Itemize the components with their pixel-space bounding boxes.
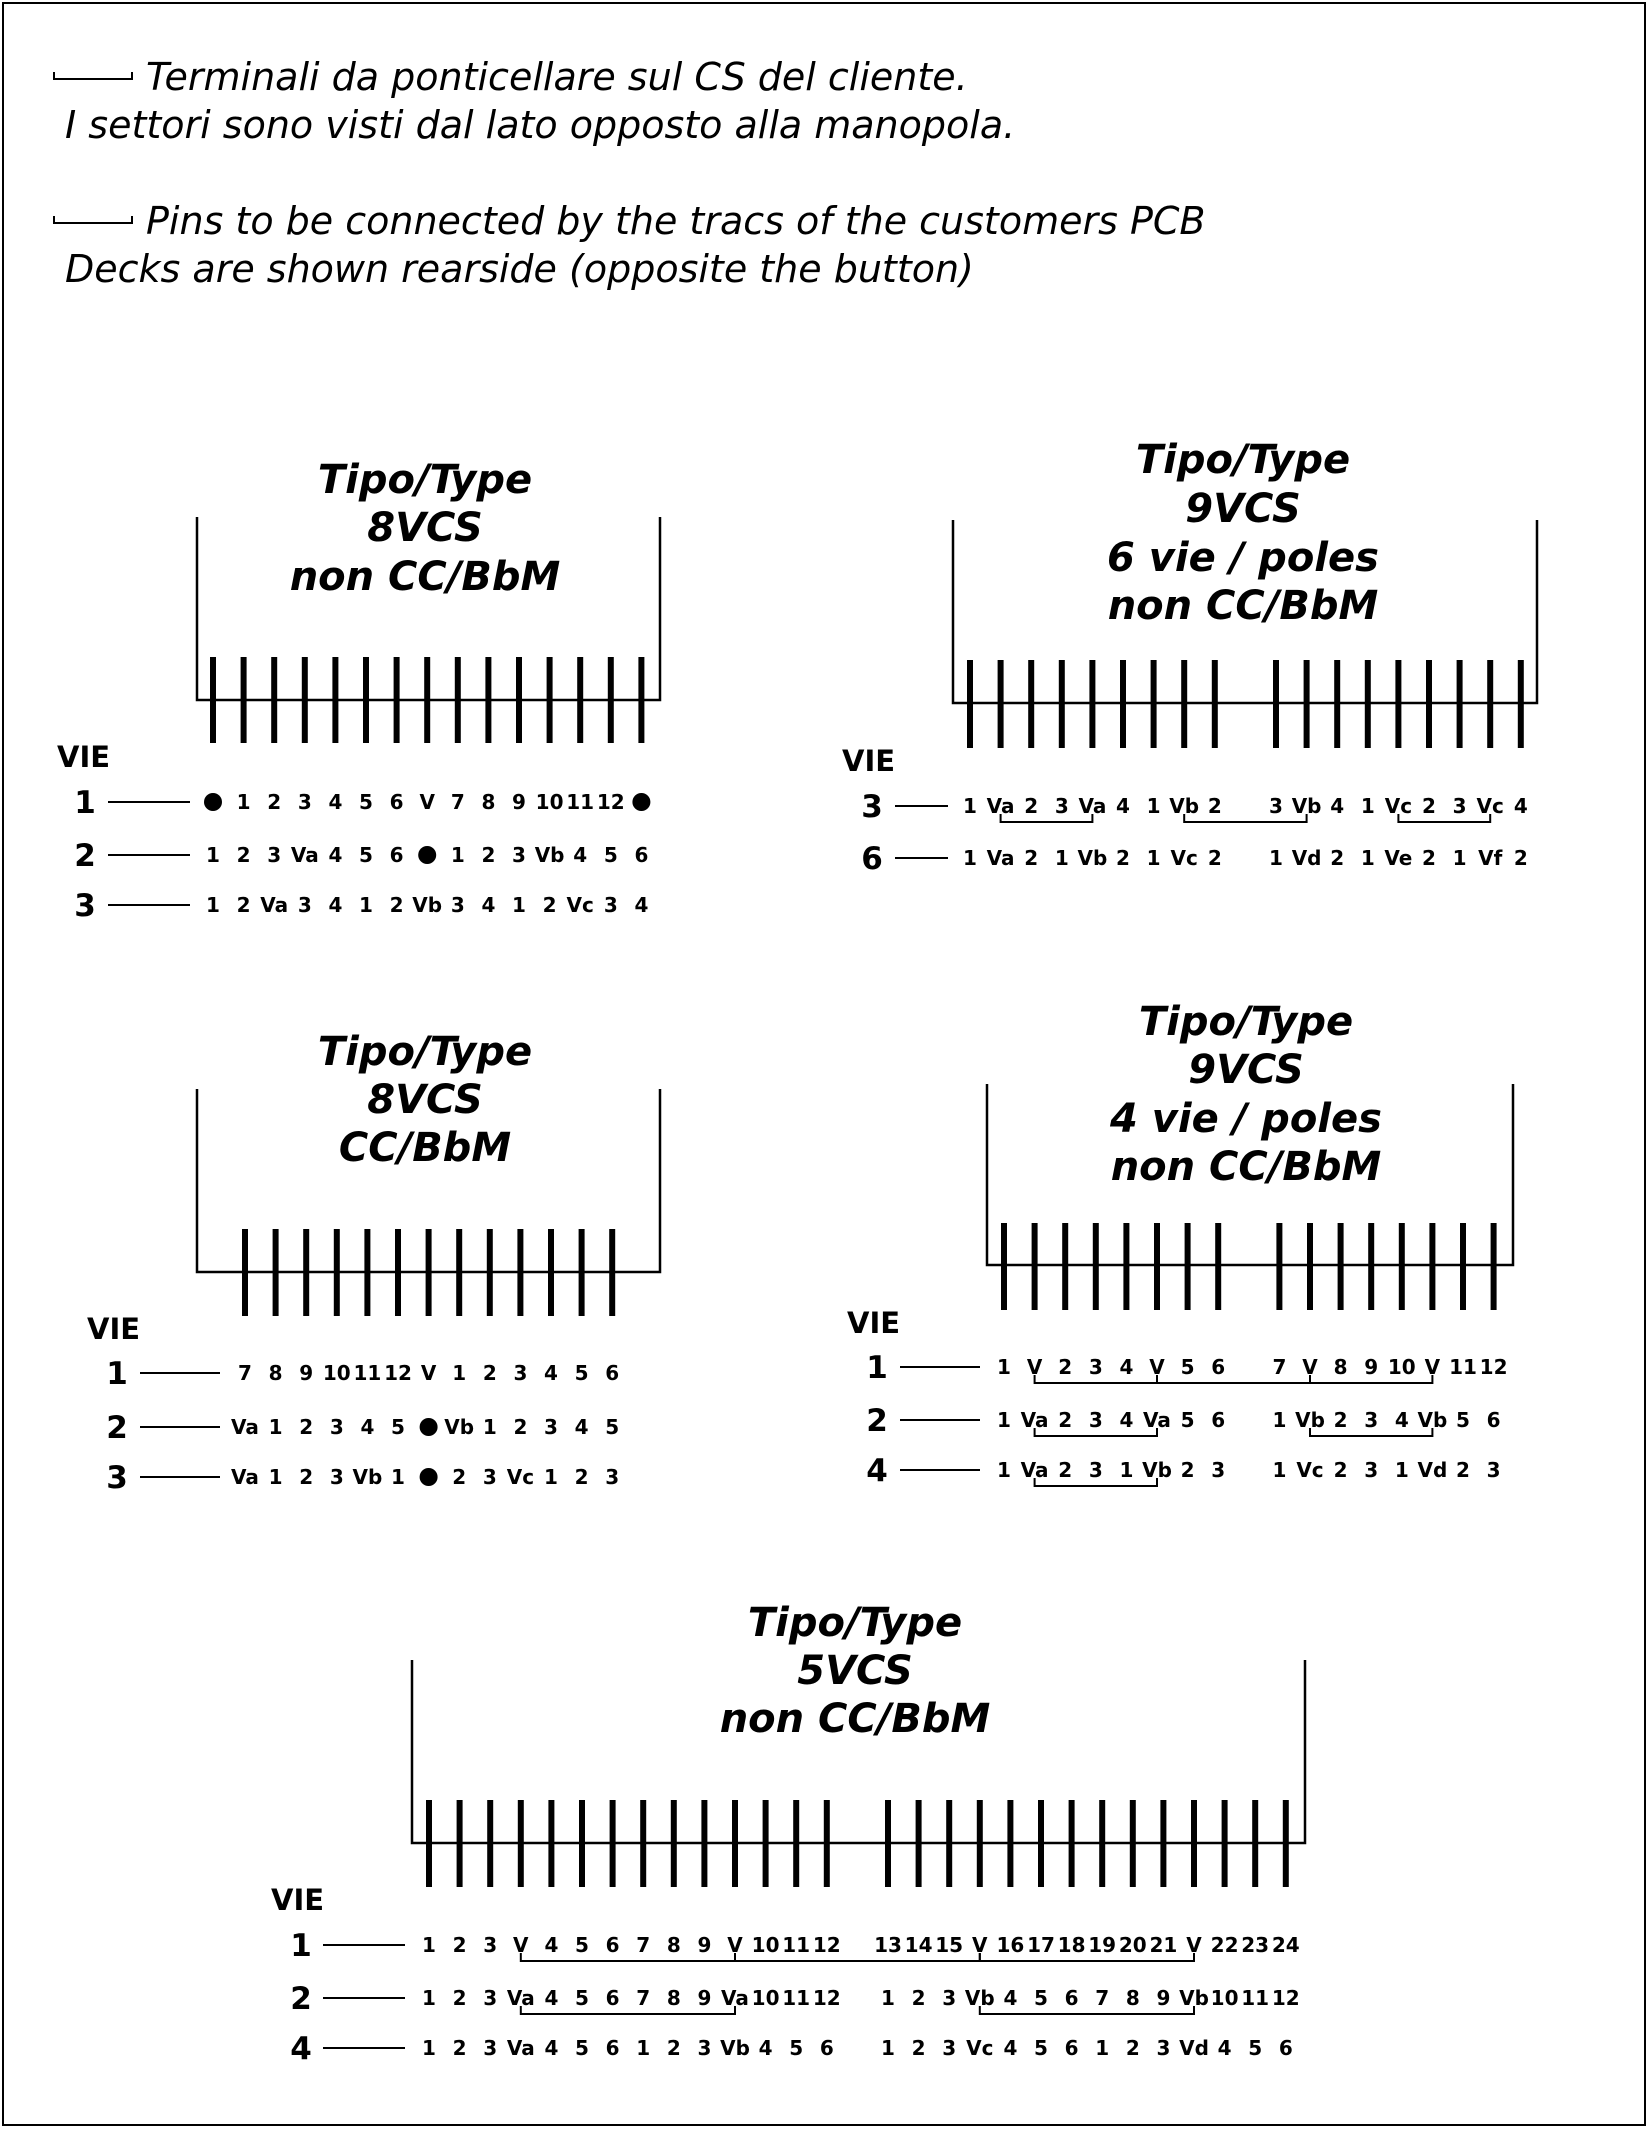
terminal-label: 1 xyxy=(512,893,526,917)
terminal-label: 5 xyxy=(359,843,373,867)
terminal-label: 13 xyxy=(874,1933,902,1957)
common-terminal-dot xyxy=(418,846,436,864)
terminal-label: 1 xyxy=(236,790,251,814)
terminal-label: Va xyxy=(231,1465,259,1489)
terminal-label: Vd xyxy=(1179,2036,1209,2060)
terminal-label: 5 xyxy=(1034,1986,1048,2010)
diagram-title-line: 5VCS xyxy=(797,1648,913,1694)
diagram-title-line: 4 vie / poles xyxy=(1110,1096,1382,1142)
terminal-label: Vb xyxy=(534,843,565,867)
terminal-label: V xyxy=(420,1361,437,1385)
diagram-title-line: 8VCS xyxy=(367,505,483,551)
terminal-label: 3 xyxy=(1156,2036,1171,2060)
terminal-label: 3 xyxy=(1486,1458,1501,1482)
terminal-label: 2 xyxy=(1024,794,1039,818)
terminal-label: Vb xyxy=(1077,846,1108,870)
terminal-label: Vd xyxy=(1291,846,1322,870)
terminal-label: 6 xyxy=(634,843,649,867)
terminal-label: 5 xyxy=(605,1415,620,1439)
terminal-label: 23 xyxy=(1241,1933,1270,1957)
terminal-label: 12 xyxy=(596,790,625,814)
terminal-label: Vd xyxy=(1417,1458,1448,1482)
row-number: 4 xyxy=(866,1453,888,1489)
terminal-label: 2 xyxy=(513,1415,528,1439)
terminal-label: 2 xyxy=(452,1933,467,1957)
terminal-label: 4 xyxy=(634,893,649,917)
terminal-label: V xyxy=(972,1933,988,1957)
terminal-label: 1 xyxy=(881,2036,895,2060)
terminal-label: 1 xyxy=(1272,1458,1287,1482)
terminal-label: 1 xyxy=(963,846,977,870)
terminal-label: 8 xyxy=(666,1986,681,2010)
terminal-label: 1 xyxy=(544,1465,558,1489)
terminal-label: V xyxy=(513,1933,529,1957)
diagram-title-line: non CC/BbM xyxy=(289,554,561,600)
terminal-label: 3 xyxy=(297,893,312,917)
terminal-label: 2 xyxy=(1422,794,1436,818)
terminal-label: 9 xyxy=(697,1933,712,1957)
terminal-label: Ve xyxy=(1384,846,1413,870)
row-number: 3 xyxy=(861,789,883,825)
terminal-label: 4 xyxy=(1513,794,1528,818)
terminal-label: 1 xyxy=(391,1465,405,1489)
terminal-label: 1 xyxy=(997,1458,1011,1482)
terminal-label: 6 xyxy=(1064,1986,1079,2010)
terminal-label: 11 xyxy=(782,1933,811,1957)
terminal-label: V xyxy=(1186,1933,1202,1957)
terminal-label: 3 xyxy=(482,1465,497,1489)
terminal-label: 9 xyxy=(299,1361,314,1385)
terminal-label: 8 xyxy=(268,1361,283,1385)
terminal-label: 2 xyxy=(481,843,496,867)
terminal-label: Vb xyxy=(720,2036,750,2060)
terminal-label: 1 xyxy=(1146,846,1161,870)
diagram-title-line: non CC/BbM xyxy=(1110,1144,1382,1190)
common-terminal-dot xyxy=(204,793,222,811)
terminal-label: 11 xyxy=(1449,1355,1477,1379)
terminal-label: 2 xyxy=(236,843,251,867)
terminal-label: Va xyxy=(986,846,1015,870)
row-number: 2 xyxy=(74,838,96,874)
terminal-label: Vb xyxy=(1295,1408,1325,1432)
terminal-label: 6 xyxy=(1211,1355,1226,1379)
terminal-label: 3 xyxy=(1088,1408,1103,1432)
terminal-label: Vb xyxy=(1142,1458,1172,1482)
terminal-label: 3 xyxy=(1269,794,1283,818)
diagram-title-line: Tipo/Type xyxy=(1138,999,1354,1045)
terminal-label: 5 xyxy=(575,2036,589,2060)
terminal-label: 4 xyxy=(544,1933,559,1957)
terminal-label: 6 xyxy=(605,1986,620,2010)
terminal-label: 11 xyxy=(782,1986,811,2010)
terminal-label: 6 xyxy=(1211,1408,1226,1432)
terminal-label: 2 xyxy=(574,1465,589,1489)
row-number: 2 xyxy=(290,1981,312,2017)
terminal-label: Vc xyxy=(1170,846,1198,870)
terminal-label: 8 xyxy=(481,790,496,814)
terminal-label: 6 xyxy=(605,2036,620,2060)
diagram-5vcs-noncc xyxy=(271,1600,1305,2067)
common-terminal-dot xyxy=(420,1418,438,1436)
terminal-label: 2 xyxy=(911,1986,926,2010)
terminal-label: 1 xyxy=(636,2036,651,2060)
terminal-label: 3 xyxy=(1211,1458,1226,1482)
terminal-label: 19 xyxy=(1088,1933,1117,1957)
terminal-label: Va xyxy=(290,843,319,867)
terminal-label: 3 xyxy=(483,1986,498,2010)
terminal-label: 8 xyxy=(1125,1986,1140,2010)
terminal-label: 3 xyxy=(483,1933,498,1957)
terminal-label: 12 xyxy=(812,1986,841,2010)
terminal-label: 2 xyxy=(236,893,251,917)
terminal-label: 4 xyxy=(574,1415,589,1439)
terminal-label: 10 xyxy=(751,1986,780,2010)
note-en-line2: Decks are shown rearside (opposite the button) xyxy=(65,247,974,291)
terminal-label: 5 xyxy=(789,2036,804,2060)
jumper-bracket xyxy=(1184,814,1306,822)
terminal-label: 5 xyxy=(603,843,618,867)
terminal-label: 11 xyxy=(1241,1986,1270,2010)
terminal-label: 7 xyxy=(636,1933,651,1957)
terminal-label: V xyxy=(1424,1355,1441,1379)
terminal-label: Vc xyxy=(966,2036,994,2060)
terminal-label: 2 xyxy=(452,1986,467,2010)
terminal-label: 4 xyxy=(1119,1408,1134,1432)
terminal-label: Va xyxy=(260,893,289,917)
terminal-label: V xyxy=(419,790,435,814)
diagram-title-line: CC/BbM xyxy=(338,1125,512,1171)
diagram-title-line: non CC/BbM xyxy=(719,1696,991,1742)
terminal-label: 5 xyxy=(574,1361,589,1385)
terminal-label: 1 xyxy=(1452,846,1467,870)
terminal-label: 11 xyxy=(353,1361,382,1385)
terminal-label: 1 xyxy=(452,1361,467,1385)
terminal-label: Vb xyxy=(412,893,443,917)
terminal-label: 5 xyxy=(1180,1355,1195,1379)
terminal-label: 6 xyxy=(389,790,404,814)
row-number: 6 xyxy=(861,841,883,877)
terminal-label: Va xyxy=(1020,1458,1049,1482)
row-number: 1 xyxy=(866,1350,888,1386)
row-number: 1 xyxy=(74,785,96,821)
terminal-label: 1 xyxy=(268,1415,283,1439)
diagram-title-line: 8VCS xyxy=(367,1077,483,1123)
terminal-label: 4 xyxy=(328,790,343,814)
terminal-label: 9 xyxy=(697,1986,712,2010)
vie-label: VIE xyxy=(271,1883,325,1917)
terminal-label: 12 xyxy=(812,1933,841,1957)
terminal-label: 1 xyxy=(359,893,373,917)
terminal-label: Vc xyxy=(1296,1458,1324,1482)
terminal-label: V xyxy=(727,1933,743,1957)
terminal-label: 9 xyxy=(512,790,526,814)
row-number: 2 xyxy=(866,1403,888,1439)
terminal-label: Vb xyxy=(1179,1986,1209,2010)
terminal-label: 2 xyxy=(1422,846,1436,870)
row-number: 4 xyxy=(290,2031,312,2067)
row-number: 1 xyxy=(290,1928,312,1964)
terminal-label: 3 xyxy=(267,843,282,867)
diagram-title-line: 6 vie / poles xyxy=(1107,535,1379,581)
terminal-label: 2 xyxy=(1058,1355,1073,1379)
terminal-label: 4 xyxy=(1003,1986,1018,2010)
terminal-label: 2 xyxy=(542,893,557,917)
terminal-label: 4 xyxy=(1119,1355,1134,1379)
terminal-label: 3 xyxy=(1364,1408,1379,1432)
terminal-label: 8 xyxy=(666,1933,681,1957)
terminal-label: 2 xyxy=(452,2036,467,2060)
diagram-title-line: 9VCS xyxy=(1188,1047,1304,1093)
terminal-label: 3 xyxy=(1088,1458,1103,1482)
terminal-label: 22 xyxy=(1210,1933,1239,1957)
terminal-label: V xyxy=(1026,1355,1043,1379)
terminal-label: 5 xyxy=(1456,1408,1470,1432)
terminal-label: 4 xyxy=(573,843,588,867)
terminal-label: Vc xyxy=(1384,794,1413,818)
terminal-label: 1 xyxy=(1360,846,1375,870)
terminal-label: Vc xyxy=(506,1465,535,1489)
terminal-label: 4 xyxy=(360,1415,375,1439)
terminal-label: 7 xyxy=(1095,1986,1110,2010)
terminal-label: 2 xyxy=(911,2036,926,2060)
terminal-label: 1 xyxy=(450,843,465,867)
terminal-label: 1 xyxy=(1360,794,1375,818)
terminal-label: Vc xyxy=(1476,794,1504,818)
terminal-label: 6 xyxy=(1064,2036,1079,2060)
terminal-label: 4 xyxy=(1116,794,1130,818)
terminal-label: 2 xyxy=(666,2036,681,2060)
terminal-label: 1 xyxy=(1269,846,1283,870)
terminal-label: 2 xyxy=(299,1465,314,1489)
diagram-8vcs-cc xyxy=(87,1029,660,1496)
terminal-label: 1 xyxy=(422,1933,436,1957)
terminal-label: 3 xyxy=(513,1361,528,1385)
terminal-label: 1 xyxy=(422,1986,436,2010)
common-terminal-dot xyxy=(632,793,650,811)
terminal-label: 1 xyxy=(1119,1458,1134,1482)
terminal-label: 1 xyxy=(482,1415,497,1439)
terminal-label: 6 xyxy=(389,843,404,867)
terminal-label: 21 xyxy=(1149,1933,1178,1957)
row-number: 3 xyxy=(74,888,96,924)
terminal-label: 4 xyxy=(1003,2036,1018,2060)
terminal-label: 3 xyxy=(1364,1458,1379,1482)
terminal-label: 17 xyxy=(1027,1933,1055,1957)
terminal-label: V xyxy=(1149,1355,1165,1379)
terminal-label: 9 xyxy=(1156,1986,1171,2010)
terminal-label: 3 xyxy=(1088,1355,1103,1379)
terminal-label: V xyxy=(1302,1355,1318,1379)
terminal-label: 4 xyxy=(758,2036,773,2060)
terminal-label: 10 xyxy=(1387,1355,1416,1379)
terminal-label: Va xyxy=(506,2036,535,2060)
terminal-label: 15 xyxy=(935,1933,964,1957)
terminal-label: 3 xyxy=(942,2036,957,2060)
vie-label: VIE xyxy=(847,1306,901,1340)
terminal-label: 3 xyxy=(697,2036,712,2060)
terminal-label: 2 xyxy=(482,1361,497,1385)
terminal-label: 2 xyxy=(1333,1408,1348,1432)
terminal-label: 6 xyxy=(819,2036,834,2060)
terminal-label: 7 xyxy=(450,790,465,814)
terminal-label: 7 xyxy=(636,1986,651,2010)
terminal-label: Vb xyxy=(1169,794,1200,818)
terminal-label: 3 xyxy=(1054,794,1069,818)
terminal-label: 6 xyxy=(605,1933,620,1957)
terminal-label: 1 xyxy=(206,843,220,867)
terminal-label: 3 xyxy=(483,2036,498,2060)
diagram-title-line: Tipo/Type xyxy=(317,457,533,503)
diagram-title-line: 9VCS xyxy=(1185,486,1301,532)
terminal-label: 18 xyxy=(1057,1933,1086,1957)
terminal-label: 1 xyxy=(1054,846,1069,870)
note-it-line2: I settori sono visti dal lato opposto alla manopola. xyxy=(65,103,1016,147)
terminal-label: Vb xyxy=(1417,1408,1448,1432)
terminal-label: Vb xyxy=(964,1986,995,2010)
terminal-label: 4 xyxy=(328,843,343,867)
terminal-label: 11 xyxy=(566,790,595,814)
terminal-label: 12 xyxy=(384,1361,412,1385)
row-number: 3 xyxy=(106,1460,128,1496)
terminal-label: 1 xyxy=(206,893,220,917)
terminal-label: Vb xyxy=(352,1465,383,1489)
terminal-label: 1 xyxy=(268,1465,283,1489)
terminal-label: Vf xyxy=(1478,846,1503,870)
terminal-label: 10 xyxy=(535,790,564,814)
terminal-label: 3 xyxy=(605,1465,620,1489)
terminal-label: Va xyxy=(1143,1408,1171,1432)
vie-label: VIE xyxy=(87,1312,141,1346)
terminal-label: 2 xyxy=(1180,1458,1195,1482)
terminal-label: 2 xyxy=(1058,1408,1073,1432)
terminal-label: 3 xyxy=(450,893,465,917)
terminal-label: 24 xyxy=(1271,1933,1300,1957)
terminal-label: 3 xyxy=(297,790,312,814)
terminal-label: 12 xyxy=(1271,1986,1300,2010)
terminal-label: 4 xyxy=(544,1986,559,2010)
vie-label: VIE xyxy=(842,744,896,778)
terminal-label: 2 xyxy=(1024,846,1039,870)
terminal-label: 1 xyxy=(881,1986,895,2010)
terminal-label: 5 xyxy=(575,1986,589,2010)
terminal-label: 4 xyxy=(1217,2036,1232,2060)
terminal-label: 10 xyxy=(322,1361,351,1385)
terminal-label: 12 xyxy=(1479,1355,1508,1379)
terminal-label: Va xyxy=(506,1986,535,2010)
terminal-label: 6 xyxy=(605,1361,620,1385)
terminal-label: 4 xyxy=(481,893,496,917)
terminal-label: 2 xyxy=(267,790,282,814)
terminal-label: 2 xyxy=(1207,846,1222,870)
terminal-label: 2 xyxy=(1333,1458,1348,1482)
terminal-label: 2 xyxy=(1207,794,1222,818)
terminal-label: 6 xyxy=(1486,1408,1501,1432)
terminal-label: 16 xyxy=(996,1933,1025,1957)
diagram-title-line: non CC/BbM xyxy=(1107,583,1379,629)
diagram-title-line: Tipo/Type xyxy=(747,1600,963,1646)
terminal-label: 10 xyxy=(751,1933,780,1957)
diagram-8vcs-noncc xyxy=(57,457,660,924)
terminal-label: 4 xyxy=(1330,794,1345,818)
terminal-label: 2 xyxy=(299,1415,314,1439)
row-number: 2 xyxy=(106,1410,128,1446)
terminal-label: Vc xyxy=(566,893,594,917)
terminal-label: 8 xyxy=(1333,1355,1348,1379)
terminal-label: 5 xyxy=(359,790,373,814)
terminal-label: 3 xyxy=(512,843,526,867)
terminal-label: Va xyxy=(986,794,1015,818)
terminal-label: 5 xyxy=(1180,1408,1195,1432)
common-terminal-dot xyxy=(420,1468,438,1486)
terminal-label: 1 xyxy=(997,1355,1011,1379)
terminal-label: 2 xyxy=(1330,846,1345,870)
terminal-label: 5 xyxy=(575,1933,589,1957)
note-it-line1: Terminali da ponticellare sul CS del cliente. xyxy=(146,55,968,99)
terminal-label: Va xyxy=(721,1986,749,2010)
terminal-label: 5 xyxy=(1248,2036,1263,2060)
terminal-label: 3 xyxy=(603,893,618,917)
diagram-9vcs-6vie xyxy=(842,437,1537,877)
terminal-label: 7 xyxy=(1272,1355,1287,1379)
terminal-label: 2 xyxy=(1513,846,1528,870)
terminal-label: 1 xyxy=(1095,2036,1110,2060)
terminal-label: 3 xyxy=(942,1986,957,2010)
terminal-label: 1 xyxy=(963,794,977,818)
note-en-line1: Pins to be connected by the tracs of the customers PCB xyxy=(146,199,1206,243)
terminal-label: 4 xyxy=(544,2036,559,2060)
terminal-label: 3 xyxy=(329,1465,344,1489)
vie-label: VIE xyxy=(57,740,111,774)
terminal-label: Va xyxy=(1020,1408,1049,1432)
terminal-label: 4 xyxy=(544,1361,558,1385)
terminal-label: 7 xyxy=(238,1361,252,1385)
terminal-label: 4 xyxy=(328,893,343,917)
terminal-label: 10 xyxy=(1210,1986,1239,2010)
terminal-label: 1 xyxy=(997,1408,1011,1432)
terminal-label: Vb xyxy=(444,1415,475,1439)
terminal-label: 2 xyxy=(1116,846,1130,870)
diagram-9vcs-4vie xyxy=(847,999,1513,1489)
terminal-label: 4 xyxy=(1394,1408,1409,1432)
terminal-label: 14 xyxy=(904,1933,933,1957)
terminal-label: 5 xyxy=(1034,2036,1048,2060)
terminal-label: 1 xyxy=(1272,1408,1287,1432)
terminal-label: 3 xyxy=(329,1415,344,1439)
diagram-title-line: Tipo/Type xyxy=(317,1029,533,1075)
terminal-label: 3 xyxy=(544,1415,558,1439)
terminal-label: 2 xyxy=(389,893,404,917)
terminal-label: 3 xyxy=(1452,794,1467,818)
terminal-label: 2 xyxy=(1456,1458,1470,1482)
terminal-label: Va xyxy=(1078,794,1107,818)
terminal-label: 5 xyxy=(391,1415,405,1439)
diagram-title-line: Tipo/Type xyxy=(1135,437,1351,483)
terminal-label: 2 xyxy=(1125,2036,1140,2060)
terminal-label: Va xyxy=(231,1415,259,1439)
terminal-label: 1 xyxy=(422,2036,436,2060)
terminal-label: 2 xyxy=(452,1465,467,1489)
terminal-label: 6 xyxy=(1278,2036,1293,2060)
terminal-label: 1 xyxy=(1394,1458,1409,1482)
terminal-label: 9 xyxy=(1364,1355,1379,1379)
terminal-label: 2 xyxy=(1058,1458,1073,1482)
terminal-label: 20 xyxy=(1118,1933,1147,1957)
terminal-label: 1 xyxy=(1146,794,1161,818)
row-number: 1 xyxy=(106,1356,128,1392)
terminal-label: Vb xyxy=(1291,794,1322,818)
